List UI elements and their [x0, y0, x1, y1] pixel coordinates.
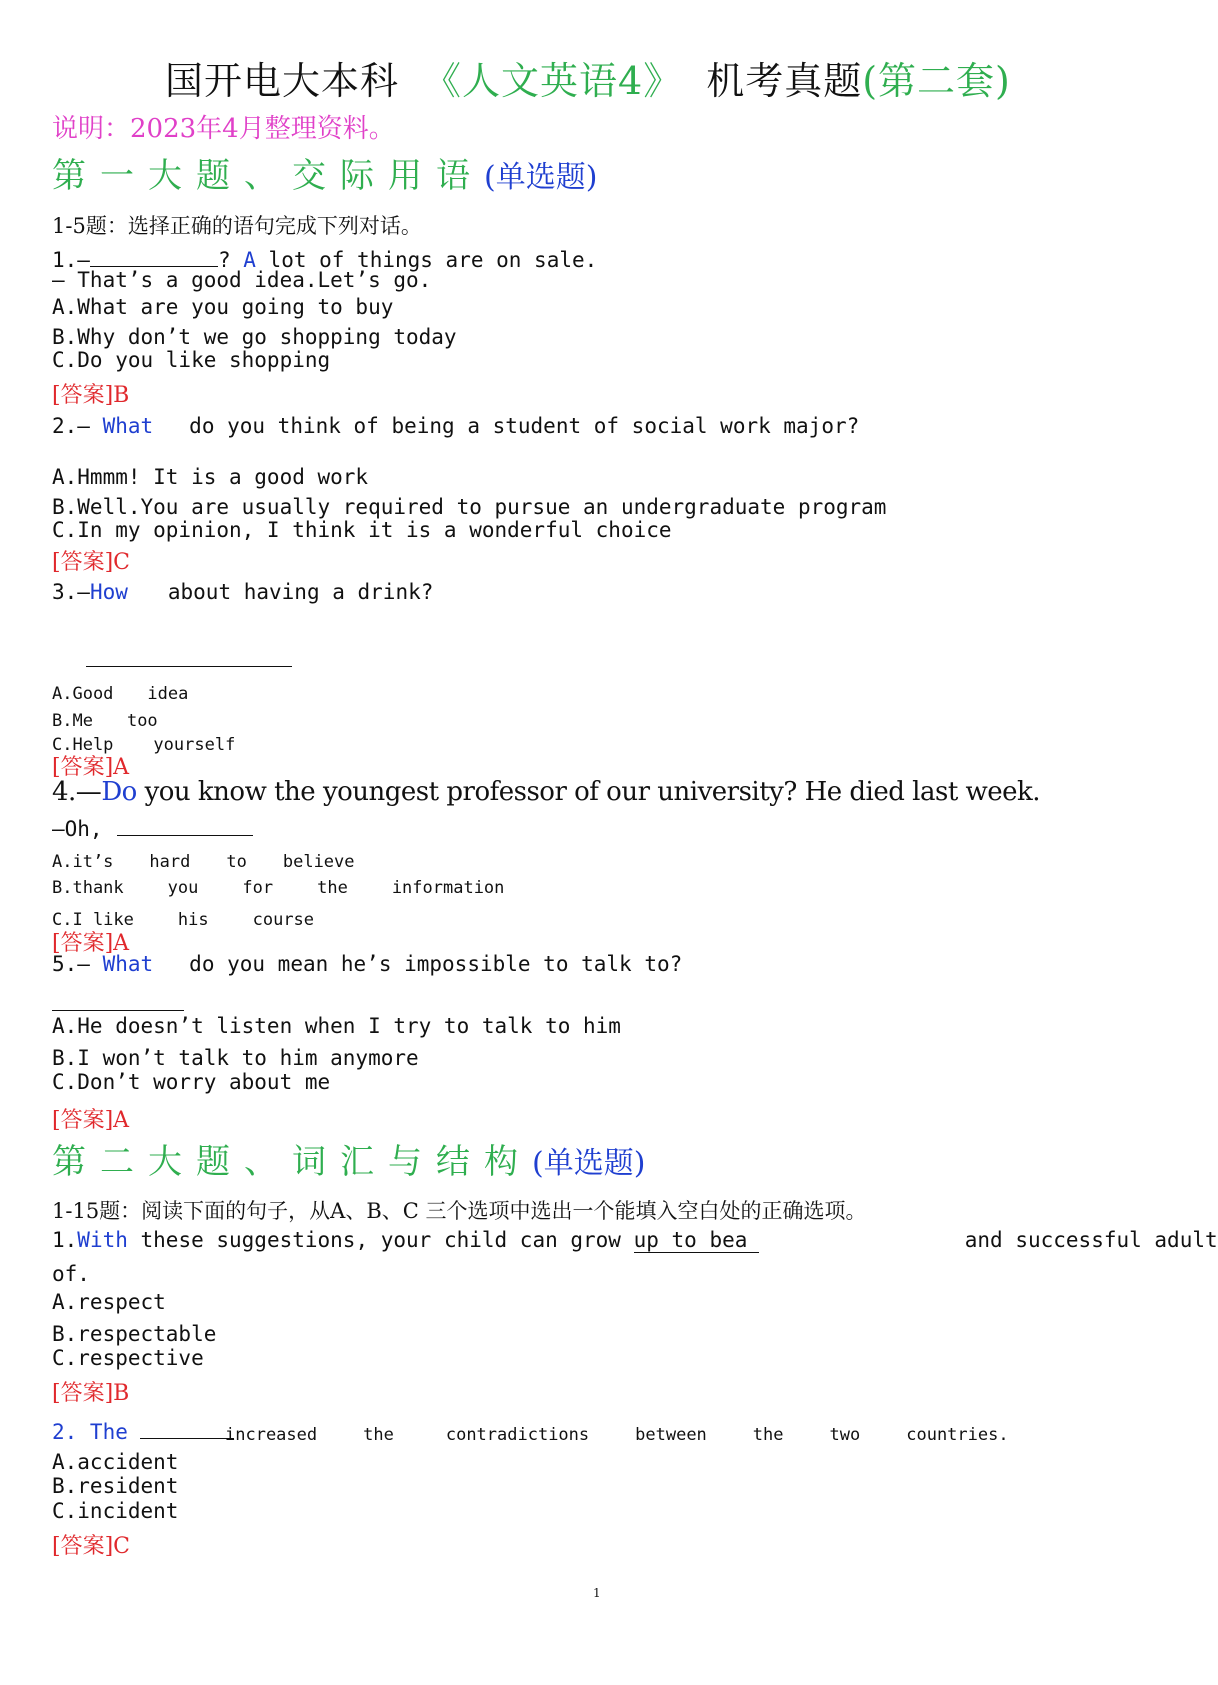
- s2-q1-answer: [答案]B: [52, 1381, 130, 1406]
- document-title: [165, 50, 1011, 105]
- s1-q3-number: 3.—: [52, 580, 90, 604]
- s2-q2-stem: [52, 1416, 234, 1444]
- s1-q2-highlight: What: [102, 414, 154, 438]
- s1-q3-option-c: C.Help yourself: [52, 735, 236, 755]
- s1-q2-option-b: B.Well.You are usually required to pursue an undergraduate program: [52, 495, 887, 519]
- s1-q1-reply: — That’s a good idea.Let’s go.: [52, 268, 432, 292]
- s2-q1-option-b: B.respectable: [52, 1322, 217, 1346]
- s1-q1-option-c: C.Do you like shopping: [52, 348, 331, 372]
- s2-q1-number: 1.: [52, 1228, 78, 1252]
- s1-q1-answer: [答案]B: [52, 383, 130, 408]
- s1-q4-number: 4.—: [52, 777, 102, 807]
- s2-q2-text: increased the contradictions between the two countries.: [225, 1425, 1009, 1445]
- s2-q1-option-a: A.respect: [52, 1290, 166, 1314]
- s1-q1-option-b: B.Why don’t we go shopping today: [52, 325, 457, 349]
- s2-q1-continuation: of.: [52, 1262, 90, 1286]
- s1-q5-option-c: C.Don’t worry about me: [52, 1070, 331, 1094]
- s1-q5-text: do you mean he’s impossible to talk to?: [189, 952, 683, 976]
- s1-q3-option-a: A.Good idea: [52, 684, 189, 704]
- s1-q2-answer: [答案]C: [52, 550, 130, 575]
- section-2-tag: (单选题): [532, 1146, 646, 1181]
- s1-q4-option-b: B.thank you for the information: [52, 878, 505, 898]
- s1-q3-answer: [答案]A: [52, 755, 130, 780]
- title-part-2: 《人文英语4》: [423, 59, 683, 103]
- s2-q2-highlight: 2. The: [52, 1420, 128, 1444]
- s2-q2-option-c: C.incident: [52, 1499, 179, 1523]
- s1-q3-answer-line: [86, 666, 292, 667]
- section-1-heading: [52, 148, 597, 197]
- s1-q1-option-a: A.What are you going to buy: [52, 295, 394, 319]
- s1-q3-text: about having a drink?: [167, 580, 434, 604]
- s1-q2-option-c: C.In my opinion, I think it is a wonderful choice: [52, 518, 672, 542]
- s1-q5-answer-line: [52, 1010, 184, 1011]
- s1-q4-option-a: A.it’s hard to believe: [52, 852, 355, 872]
- page-number: 1: [593, 1586, 601, 1600]
- s1-q5-answer: [答案]A: [52, 1108, 130, 1133]
- s2-q1-underlined: up to be: [633, 1228, 735, 1252]
- s2-q1-text: these suggestions, your child can grow: [127, 1228, 634, 1252]
- s1-q2-number: 2.—: [52, 414, 90, 438]
- s2-q1-option-c: C.respective: [52, 1346, 204, 1370]
- section-2-title: 第二大题、词汇与结构: [52, 1142, 532, 1182]
- s2-q1-stem: 1.With these suggestions, your child can grow up to bea and successful adult: [52, 1228, 1218, 1252]
- s1-q5-option-a: A.He doesn’t listen when I try to talk to him: [52, 1014, 621, 1038]
- s2-q1-tail: and successful adult: [964, 1228, 1218, 1252]
- title-part-1: 国开电大本科: [165, 59, 400, 103]
- s1-q5-highlight: What: [102, 952, 154, 976]
- s2-q2-answer: [答案]C: [52, 1534, 130, 1559]
- s1-q1-number: 1.—: [52, 248, 90, 272]
- s1-q4-text: you know the youngest professor of our university? He died last week.: [144, 777, 1041, 807]
- s1-q4-blank: [117, 813, 253, 836]
- s1-q3-option-b: B.Me too: [52, 711, 158, 731]
- s1-q1-highlight: A: [243, 248, 256, 272]
- s1-q1-mark: ?: [217, 248, 231, 272]
- s1-q4-reply: —Oh,: [52, 813, 253, 841]
- document-note: 说明：2023年4月整理资料。: [52, 114, 395, 144]
- title-part-4: (第二套): [862, 59, 1011, 103]
- s2-q2-option-b: B.resident: [52, 1474, 179, 1498]
- s1-q1-blank: [90, 244, 218, 267]
- s1-q5-option-b: B.I won’t talk to him anymore: [52, 1046, 419, 1070]
- s1-q4-answer: [答案]A: [52, 931, 130, 956]
- s1-q5-stem: [52, 952, 682, 976]
- section-2-heading: [52, 1134, 645, 1183]
- s1-q2-stem: [52, 414, 859, 438]
- s1-q4-highlight: Do: [101, 777, 137, 807]
- s1-q3-highlight: How: [89, 580, 128, 604]
- s2-q2-option-a: A.accident: [52, 1450, 179, 1474]
- section-2-instruction: 1-15题：阅读下面的句子，从A、B、C 三个选项中选出一个能填入空白处的正确选项。: [52, 1199, 867, 1223]
- section-1-title: 第一大题、交际用语: [52, 156, 484, 196]
- s1-q2-option-a: A.Hmmm! It is a good work: [52, 465, 369, 489]
- s1-q2-text: do you think of being a student of social work major?: [189, 414, 860, 438]
- s2-q2-blank: [140, 1416, 234, 1439]
- s1-q3-stem: [52, 580, 433, 604]
- s1-q4-stem: [52, 777, 1040, 807]
- title-part-3: 机考真题: [706, 59, 863, 103]
- section-1-instruction: 1-5题：选择正确的语句完成下列对话。: [52, 214, 422, 238]
- s1-q5-number: 5.—: [52, 952, 90, 976]
- s2-q1-highlight: With: [77, 1228, 128, 1252]
- s1-q4-option-c: C.I like his course: [52, 910, 315, 930]
- s1-q1-text: lot of things are on sale.: [255, 248, 598, 272]
- section-1-tag: (单选题): [484, 160, 598, 195]
